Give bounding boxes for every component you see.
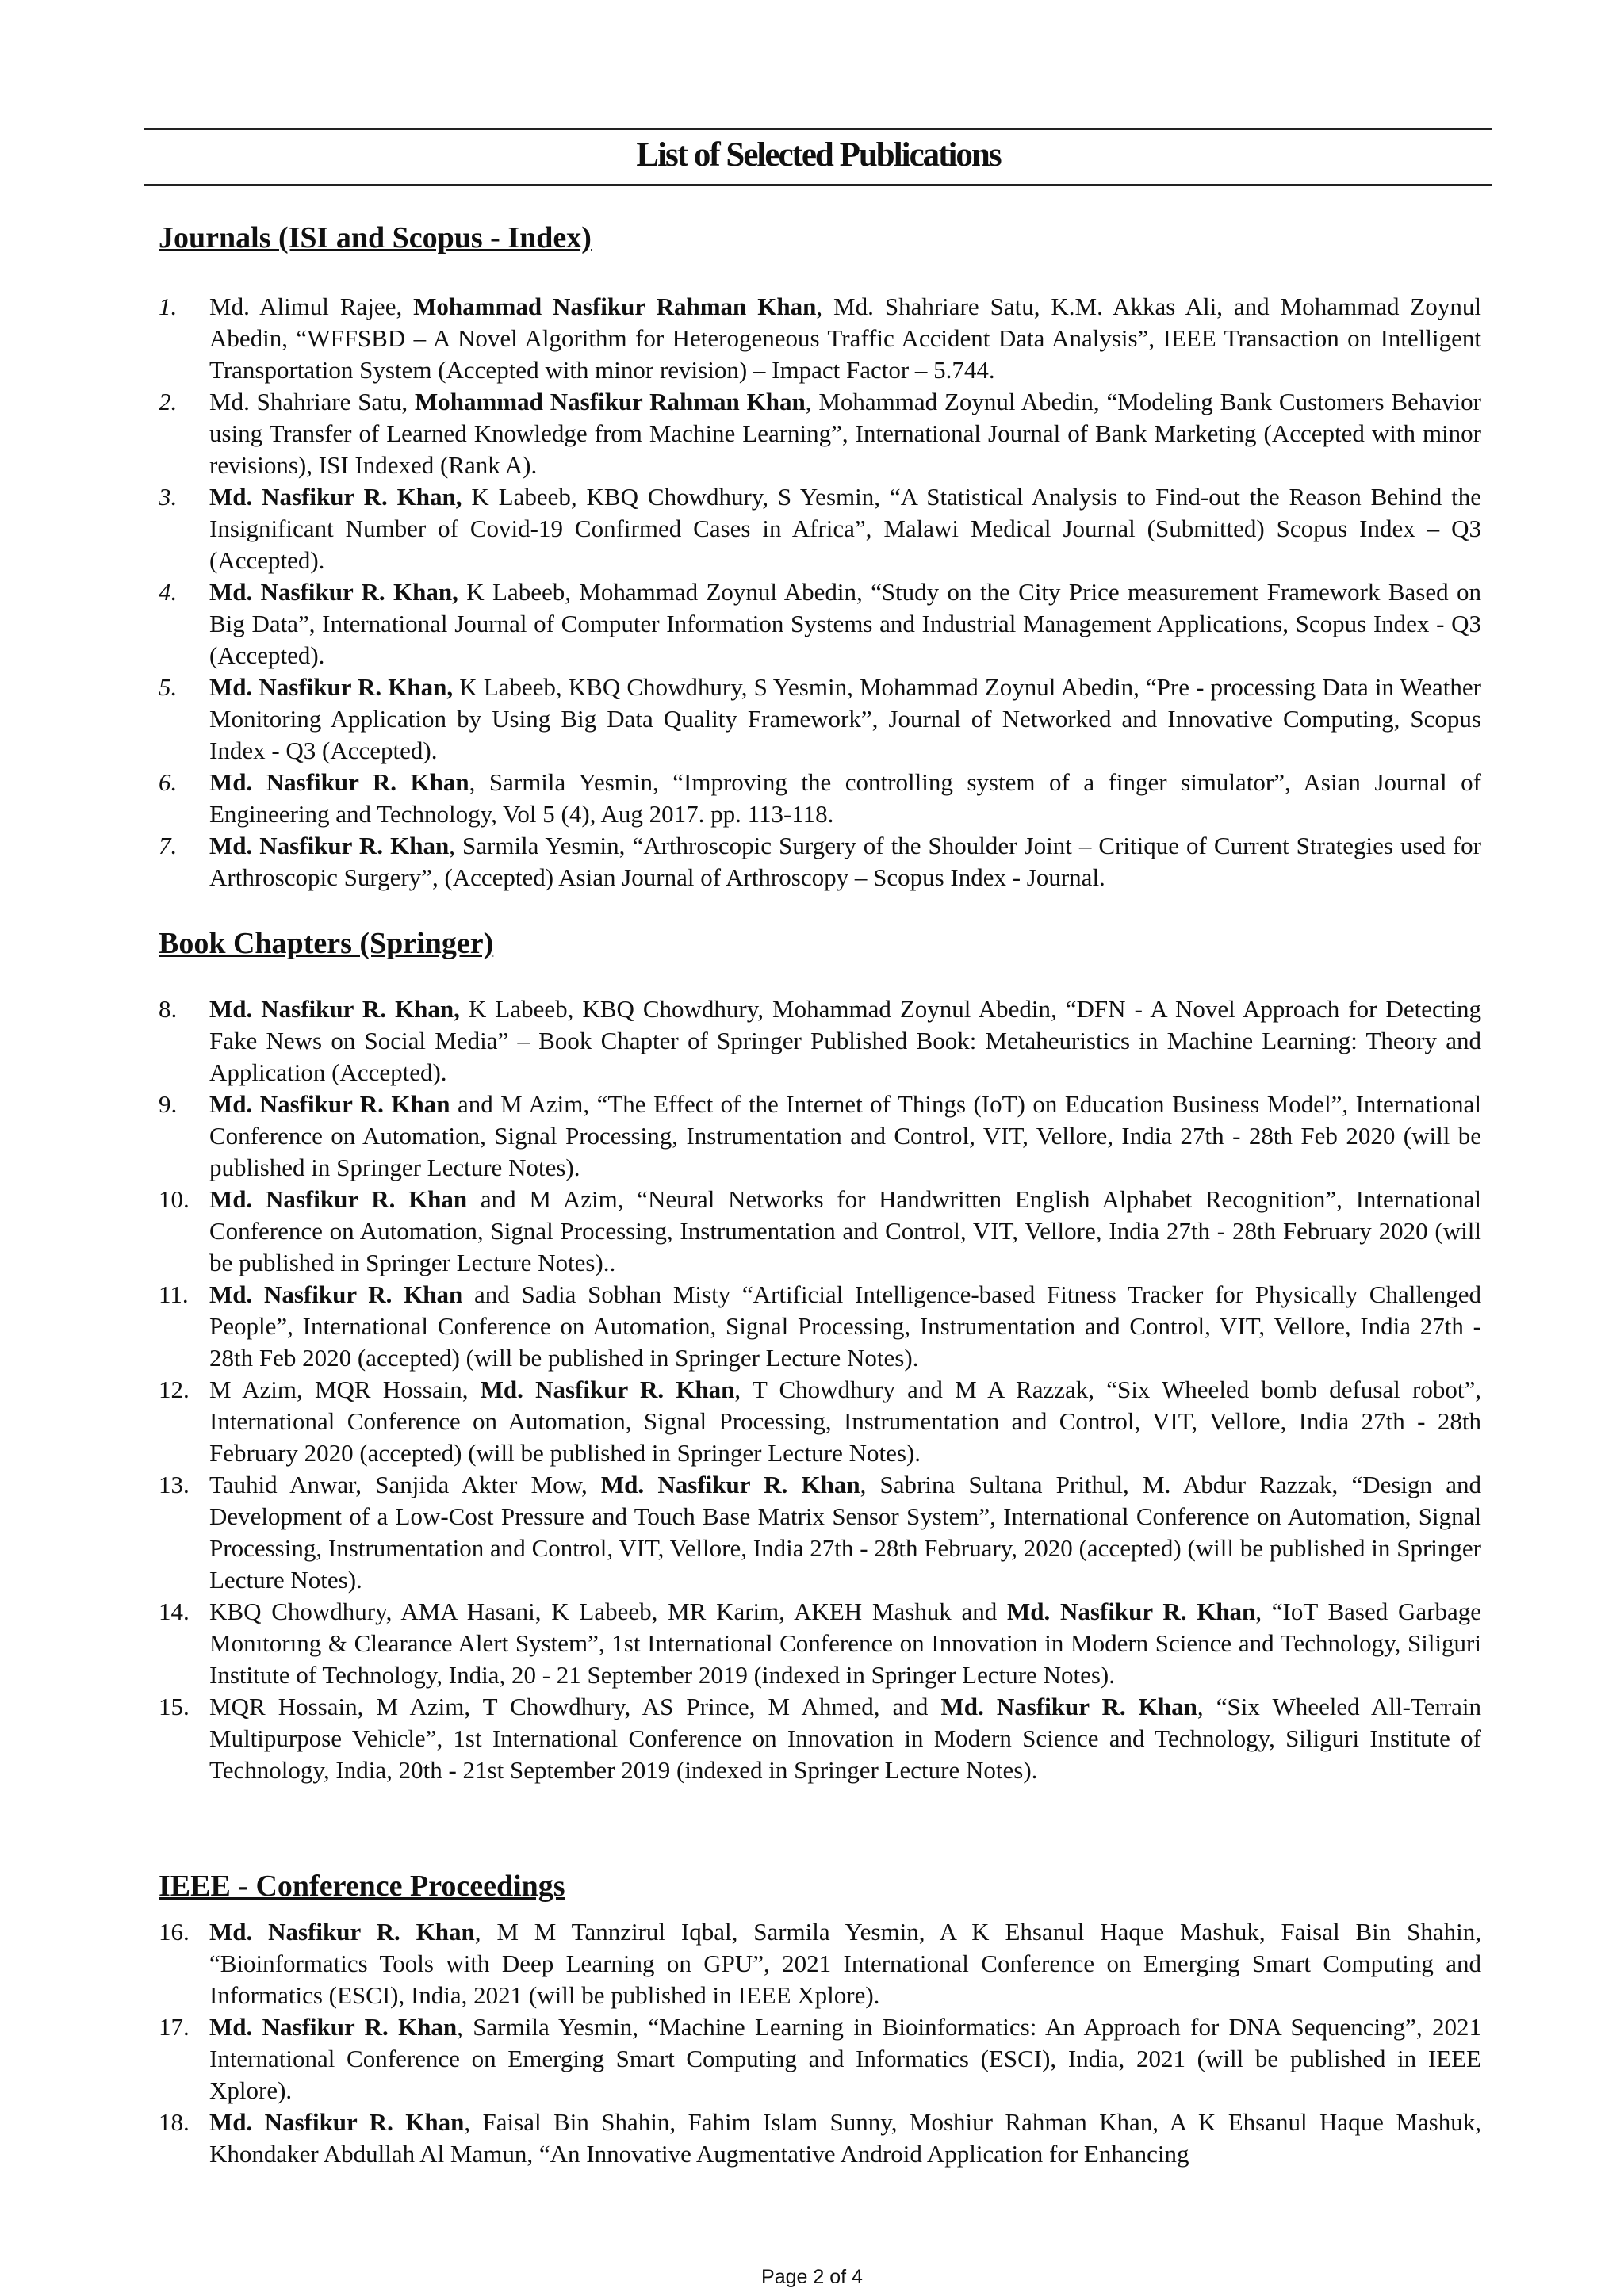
publication-highlighted-author: Md. Nasfikur R. Khan: [209, 2013, 458, 2041]
publication-details: K Labeeb, Mohammad Zoynul Abedin, “Study on the City Price measurement Framework Based on Big Data”, International Journal of Computer Information Systems and Industrial Management Applications, Scopus Index - Q3 (Accepted).: [209, 578, 1481, 669]
publication-number: 6.: [159, 768, 178, 796]
publication-highlighted-author: Md. Nasfikur R. Khan,: [209, 673, 454, 701]
publication-details: , Sarmila Yesmin, “Improving the controlling system of a finger simulator”, Asian Journal of Engineering and Technology, Vol 5 (4), Aug 2017. pp. 113-118.: [209, 768, 1481, 828]
title-bottom-rule: [144, 184, 1492, 186]
publication-details: , Md. Shahriare Satu, K.M. Akkas Ali, and Mohammad Zoynul Abedin, “WFFSBD – A Novel Algorithm for Heterogeneous Traffic Accident Data Analysis”, IEEE Transaction on Intelligent Transportation System (Accepted with minor revision) – Impact Factor – 5.744.: [209, 293, 1481, 384]
publication-details: and Sadia Sobhan Misty “Artificial Intelligence-based Fitness Tracker for Physically Challenged People”, International Conference on Automation, Signal Processing, Instrumentation and Control, VIT, Vellore, India 27th - 28th Feb 2020 (accepted) (will be published in Springer Lecture Notes).: [209, 1280, 1481, 1372]
publication-highlighted-author: Md. Nasfikur R. Khan,: [209, 578, 458, 606]
publication-highlighted-author: Md. Nasfikur R. Khan: [209, 1280, 463, 1308]
publication-number: 1.: [159, 293, 178, 320]
publication-number: 12.: [159, 1376, 190, 1403]
publication-item: [159, 1916, 1481, 2011]
publication-details: and M Azim, “Neural Networks for Handwritten English Alphabet Recognition”, International Conference on Automation, Signal Processing, Instrumentation and Control, VIT, Vellore, India 27th - 28th February 2020 (will be published in Springer Lecture Notes)..: [209, 1185, 1481, 1276]
publication-number: 16.: [159, 1918, 190, 1946]
publication-details: , Sabrina Sultana Prithul, M. Abdur Razzak, “Design and Development of a Low-Cost Pressure and Touch Base Matrix Sensor System”, International Conference on Automation, Signal Processing, Instrumentation and Control, VIT, Vellore, India 27th - 28th February, 2020 (accepted) (will be published in Springer Lecture Notes).: [209, 1471, 1481, 1594]
publication-item: [159, 386, 1481, 481]
publication-highlighted-author: Md. Nasfikur R. Khan,: [209, 483, 462, 511]
publication-details: , “IoT Based Garbage Monıtorıng & Clearance Alert System”, 1st International Conference on Innovation in Modern Science and Technology, Siliguri Institute of Technology, India, 20 - 21 September 2019 (indexed in Springer Lecture Notes).: [209, 1598, 1481, 1689]
publication-item: [159, 1089, 1481, 1184]
publication-number: 14.: [159, 1598, 190, 1625]
publication-number: 15.: [159, 1693, 190, 1720]
publication-number: 13.: [159, 1471, 190, 1498]
publication-item: [159, 1184, 1481, 1279]
publication-details: , Sarmila Yesmin, “Arthroscopic Surgery of the Shoulder Joint – Critique of Current Strategies used for Arthroscopic Surgery”, (Accepted) Asian Journal of Arthroscopy – Scopus Index - Journal.: [209, 832, 1481, 891]
publication-item: [159, 2011, 1481, 2107]
publication-highlighted-author: Md. Nasfikur R. Khan: [480, 1376, 735, 1403]
journals-list: [159, 291, 1481, 894]
publication-highlighted-author: Md. Nasfikur R. Khan: [209, 1090, 450, 1118]
publication-highlighted-author: Md. Nasfikur R. Khan,: [209, 995, 460, 1023]
section-heading-journals: Journals (ISI and Scopus - Index): [159, 221, 592, 254]
publication-details: , Sarmila Yesmin, “Machine Learning in Bioinformatics: An Approach for DNA Sequencing”, 2021 International Conference on Emerging Smart Computing and Informatics (ESCI), India, 2021 (will be published in IEEE Xplore).: [209, 2013, 1481, 2104]
publication-details: , Mohammad Zoynul Abedin, “Modeling Bank Customers Behavior using Transfer of Learned Knowledge from Machine Learning”, International Journal of Bank Marketing (Accepted with minor revisions), ISI Indexed (Rank A).: [209, 388, 1481, 479]
publication-item: [159, 1691, 1481, 1786]
publication-coauthors-before: KBQ Chowdhury, AMA Hasani, K Labeeb, MR Karim, AKEH Mashuk and: [209, 1598, 1008, 1625]
book-chapters-list: [159, 993, 1481, 1786]
page-footer: Page 2 of 4: [761, 2266, 863, 2288]
publication-item: [159, 291, 1481, 386]
publication-details: , T Chowdhury and M A Razzak, “Six Wheeled bomb defusal robot”, International Conference on Automation, Signal Processing, Instrumentation and Control, VIT, Vellore, India 27th - 28th February 2020 (accepted) (will be published in Springer Lecture Notes).: [209, 1376, 1481, 1467]
title-top-rule: [144, 128, 1492, 130]
publication-number: 10.: [159, 1185, 190, 1213]
publication-item: [159, 1469, 1481, 1596]
publication-coauthors-before: Md. Alimul Rajee,: [209, 293, 414, 320]
publication-item: [159, 1279, 1481, 1374]
publication-highlighted-author: Md. Nasfikur R. Khan: [209, 832, 450, 859]
publication-item: [159, 1374, 1481, 1469]
publication-details: K Labeeb, KBQ Chowdhury, Mohammad Zoynul Abedin, “DFN - A Novel Approach for Detecting Fake News on Social Media” – Book Chapter of Springer Published Book: Metaheuristics in Machine Learning: Theory and Application (Accepted).: [209, 995, 1481, 1086]
publication-highlighted-author: Mohammad Nasfikur Rahman Khan: [413, 293, 817, 320]
publication-coauthors-before: M Azim, MQR Hossain,: [209, 1376, 481, 1403]
publication-item: [159, 767, 1481, 830]
publication-details: , Faisal Bin Shahin, Fahim Islam Sunny, Moshiur Rahman Khan, A K Ehsanul Haque Mashuk, Khondaker Abdullah Al Mamun, “An Innovative Augmentative Android Application for Enhancing: [209, 2108, 1481, 2168]
publication-number: 7.: [159, 832, 178, 859]
publication-coauthors-before: Md. Shahriare Satu,: [209, 388, 415, 415]
publication-number: 8.: [159, 995, 178, 1023]
page-title: List of Selected Publications: [636, 136, 1001, 174]
publication-number: 9.: [159, 1090, 178, 1118]
publication-highlighted-author: Md. Nasfikur R. Khan: [209, 768, 469, 796]
publication-number: 18.: [159, 2108, 190, 2136]
publication-highlighted-author: Md. Nasfikur R. Khan: [940, 1693, 1197, 1720]
publication-highlighted-author: Md. Nasfikur R. Khan: [209, 1185, 468, 1213]
publication-number: 17.: [159, 2013, 190, 2041]
publication-number: 5.: [159, 673, 178, 701]
section-heading-book-chapters: Book Chapters (Springer): [159, 927, 494, 960]
publication-item: [159, 481, 1481, 576]
publication-number: 2.: [159, 388, 178, 415]
publication-item: [159, 1596, 1481, 1691]
publication-details: , M M Tannzirul Iqbal, Sarmila Yesmin, A K Ehsanul Haque Mashuk, Faisal Bin Shahin, “Bioinformatics Tools with Deep Learning on GPU”, 2021 International Conference on Emerging Smart Computing and Informatics (ESCI), India, 2021 (will be published in IEEE Xplore).: [209, 1918, 1481, 2009]
publication-number: 3.: [159, 483, 178, 511]
ieee-proceedings-list: [159, 1916, 1481, 2170]
publication-item: [159, 2107, 1481, 2170]
publication-item: [159, 830, 1481, 894]
publication-number: 4.: [159, 578, 178, 606]
publication-details: K Labeeb, KBQ Chowdhury, S Yesmin, “A Statistical Analysis to Find-out the Reason Behind the Insignificant Number of Covid-19 Confirmed Cases in Africa”, Malawi Medical Journal (Submitted) Scopus Index – Q3 (Accepted).: [209, 483, 1481, 574]
publication-highlighted-author: Md. Nasfikur R. Khan: [209, 2108, 465, 2136]
publication-coauthors-before: MQR Hossain, M Azim, T Chowdhury, AS Prince, M Ahmed, and: [209, 1693, 941, 1720]
publication-details: , “Six Wheeled All-Terrain Multipurpose Vehicle”, 1st International Conference on Innovation in Modern Science and Technology, Siliguri Institute of Technology, India, 20th - 21st September 2019 (indexed in Springer Lecture Notes).: [209, 1693, 1481, 1784]
publication-highlighted-author: Md. Nasfikur R. Khan: [600, 1471, 860, 1498]
publication-number: 11.: [159, 1280, 189, 1308]
publication-details: and M Azim, “The Effect of the Internet of Things (IoT) on Education Business Model”, International Conference on Automation, Signal Processing, Instrumentation and Control, VIT, Vellore, India 27th - 28th Feb 2020 (will be published in Springer Lecture Notes).: [209, 1090, 1481, 1181]
section-heading-ieee: IEEE - Conference Proceedings: [159, 1869, 565, 1903]
publication-item: [159, 993, 1481, 1089]
publication-item: [159, 576, 1481, 672]
publication-highlighted-author: Md. Nasfikur R. Khan: [209, 1918, 475, 1946]
publication-coauthors-before: Tauhid Anwar, Sanjida Akter Mow,: [209, 1471, 601, 1498]
publication-highlighted-author: Mohammad Nasfikur Rahman Khan: [414, 388, 806, 415]
publication-item: [159, 672, 1481, 767]
publication-highlighted-author: Md. Nasfikur R. Khan: [1007, 1598, 1256, 1625]
publication-details: K Labeeb, KBQ Chowdhury, S Yesmin, Mohammad Zoynul Abedin, “Pre - processing Data in Weather Monitoring Application by Using Big Data Quality Framework”, Journal of Networked and Innovative Computing, Scopus Index - Q3 (Accepted).: [209, 673, 1481, 764]
